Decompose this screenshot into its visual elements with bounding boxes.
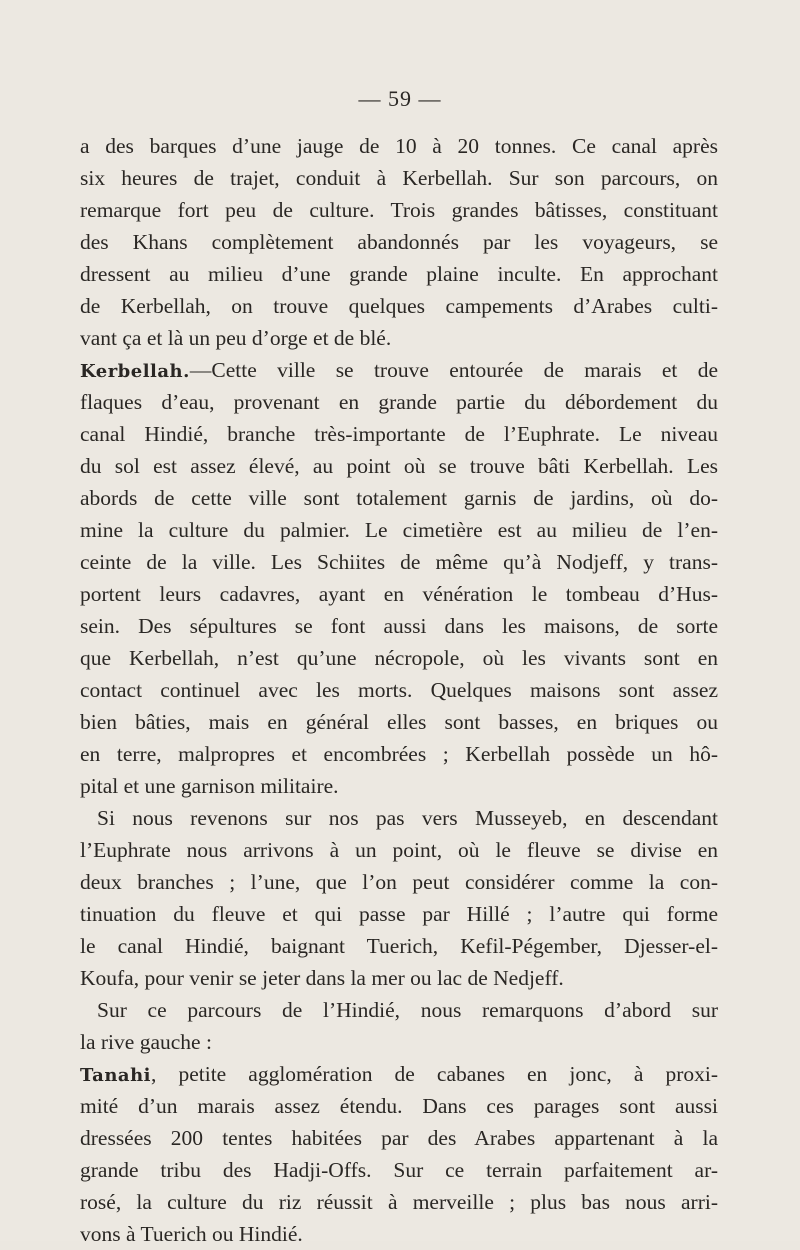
text-line: dressent au milieu d’une grande plaine inculte. En approchant <box>80 262 718 286</box>
text-line: —Cette ville se trouve entourée de marais et de <box>189 358 718 382</box>
text-line: rosé, la culture du riz réussit à merveille ; plus bas nous arri- <box>80 1190 718 1214</box>
text-line: tinuation du fleuve et qui passe par Hillé ; l’autre qui forme <box>80 902 718 926</box>
text-line: vant ça et là un peu d’orge et de blé. <box>80 326 392 350</box>
text-line: Si nous revenons sur nos pas vers Musseyeb, en descendant <box>97 806 718 830</box>
text-line: , petite agglomération de cabanes en jonc, à proxi- <box>151 1062 718 1086</box>
text-line: a des barques d’une jauge de 10 à 20 tonnes. Ce canal après <box>80 134 718 158</box>
text-line: en terre, malpropres et encombrées ; Kerbellah possède un hô- <box>80 742 718 766</box>
text-line: canal Hindié, branche très-importante de l’Euphrate. Le niveau <box>80 422 718 446</box>
page-number: — 59 — <box>358 86 442 111</box>
text-line: des Khans complètement abandonnés par les voyageurs, se <box>80 230 718 254</box>
text-line: que Kerbellah, n’est qu’une nécropole, où les vivants sont en <box>80 646 718 670</box>
text-line: dressées 200 tentes habitées par des Arabes appartenant à la <box>80 1126 718 1150</box>
text-line: bien bâties, mais en général elles sont basses, en briques ou <box>80 710 718 734</box>
text-line: grande tribu des Hadji-Offs. Sur ce terrain parfaitement ar- <box>80 1158 718 1182</box>
text-line: le canal Hindié, baignant Tuerich, Kefil-Pégember, Djesser-el- <box>80 934 718 958</box>
text-line: mine la culture du palmier. Le cimetière est au milieu de l’en- <box>80 518 718 542</box>
text-line: la rive gauche : <box>80 1030 212 1054</box>
text-line: ceinte de la ville. Les Schiites de même qu’à Nodjeff, y trans- <box>80 550 718 574</box>
text-line: de Kerbellah, on trouve quelques campements d’Arabes culti- <box>80 294 718 318</box>
text-line: contact continuel avec les morts. Quelques maisons sont assez <box>80 678 718 702</box>
section-heading-kerbellah: Kerbellah. <box>80 361 190 382</box>
text-line: vons à Tuerich ou Hindié. <box>80 1222 303 1246</box>
paragraph-tanahi-first-line <box>80 1058 718 1090</box>
text-line: sein. Des sépultures se font aussi dans les maisons, de sorte <box>80 614 718 638</box>
text-line: mité d’un marais assez étendu. Dans ces parages sont aussi <box>80 1094 718 1118</box>
section-heading-tanahi: Tanahi <box>80 1065 152 1086</box>
text-line: deux branches ; l’une, que l’on peut considérer comme la con- <box>80 870 718 894</box>
text-line: du sol est assez élevé, au point où se trouve bâti Kerbellah. Les <box>80 454 718 478</box>
body-text <box>80 130 718 1250</box>
text-line: Koufa, pour venir se jeter dans la mer ou lac de Nedjeff. <box>80 966 564 990</box>
text-line: remarque fort peu de culture. Trois grandes bâtisses, constituant <box>80 198 718 222</box>
text-line: flaques d’eau, provenant en grande partie du débordement du <box>80 390 718 414</box>
text-line: portent leurs cadavres, ayant en vénération le tombeau d’Hus- <box>80 582 718 606</box>
text-line: pital et une garnison militaire. <box>80 774 339 798</box>
text-line: abords de cette ville sont totalement garnis de jardins, où do- <box>80 486 718 510</box>
paragraph-kerbellah-first-line <box>80 354 718 386</box>
text-line: Sur ce parcours de l’Hindié, nous remarquons d’abord sur <box>97 998 718 1022</box>
text-line: six heures de trajet, conduit à Kerbellah. Sur son parcours, on <box>80 166 718 190</box>
text-line: l’Euphrate nous arrivons à un point, où le fleuve se divise en <box>80 838 718 862</box>
